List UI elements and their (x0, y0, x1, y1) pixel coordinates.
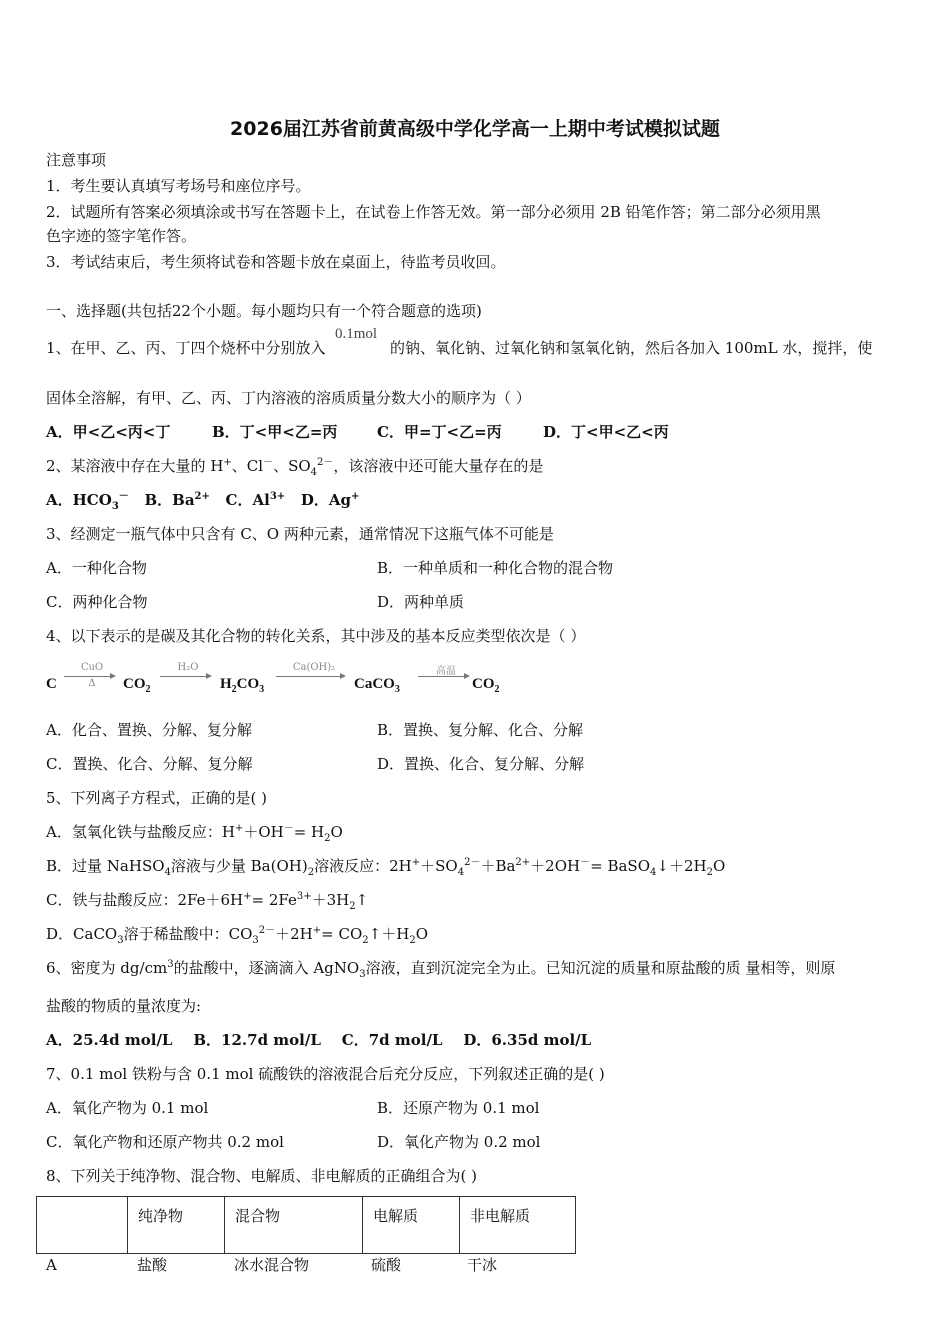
text-run: ＋2H (275, 925, 313, 943)
superscript: － (580, 857, 591, 868)
text-run: 溶液，直到沉淀完全为止。已知沉淀的质量和原盐酸的质 量相等，则原 (365, 959, 836, 977)
arrow-condition: H₂O (177, 662, 199, 673)
table-header-cell: 混合物 (225, 1197, 363, 1254)
subscript: 3 (259, 684, 265, 695)
subscript: 2 (231, 684, 237, 695)
q7-option-d: D．氧化产物为 0.2 mol (377, 1133, 541, 1151)
subscript: 2 (706, 867, 713, 878)
q3-option-a: A．一种化合物 (46, 559, 147, 577)
notice-item: 色字迹的签字笔作答。 (46, 227, 197, 245)
q1-option-d: D．丁<甲<乙<丙 (543, 423, 669, 441)
text-run: 、SO (273, 457, 311, 475)
subscript: 3 (117, 935, 124, 946)
q8-table (36, 1196, 576, 1254)
text-run: CO (123, 676, 146, 692)
q3-option-b: B．一种单质和一种化合物的混合物 (377, 559, 614, 577)
chain-species (472, 676, 500, 693)
text-run: = CO (321, 925, 363, 943)
q2-stem (46, 456, 543, 476)
q1-option-a: A．甲<乙<丙<丁 (46, 423, 171, 441)
subscript: 4 (164, 867, 171, 878)
subscript: 2 (349, 901, 356, 912)
q2-options (46, 490, 359, 510)
q7-option-c: C．氧化产物和还原产物共 0.2 mol (46, 1133, 284, 1151)
text-run: 溶液反应：2H (314, 857, 412, 875)
chain-species (46, 676, 57, 693)
text-run: 溶液与少量 Ba(OH) (170, 857, 308, 875)
notice-item: 1．考生要认真填写考场号和座位序号。 (46, 177, 311, 195)
text-run: ↑ (355, 891, 369, 909)
table-cell: 冰水混合物 (234, 1256, 310, 1274)
text-run: 的盐酸中，逐滴滴入 AgNO (173, 959, 360, 977)
text-run: B．过量 NaHSO (46, 857, 165, 875)
q3-option-c: C．两种化合物 (46, 593, 148, 611)
table-header-cell: 电解质 (363, 1197, 460, 1254)
q7-stem: 7、0.1 mol 铁粉与含 0.1 mol 硫酸铁的溶液混合后充分反应，下列叙述正确的是( ) (46, 1065, 605, 1083)
text-run: O (712, 857, 726, 875)
subscript: 3 (394, 684, 400, 695)
q5-option-b (46, 856, 725, 876)
superscript: + (234, 823, 244, 834)
arrow-condition: CuO (80, 662, 104, 673)
text-run: D．CaCO (46, 925, 118, 943)
text-run: CO (472, 676, 495, 692)
reaction-arrow (60, 662, 120, 698)
subscript: 2 (409, 935, 416, 946)
table-cell: 硫酸 (371, 1256, 402, 1274)
q3-stem: 3、经测定一瓶气体中只含有 C、O 两种元素，通常情况下这瓶气体不可能是 (46, 525, 554, 543)
subscript: 4 (650, 867, 657, 878)
subscript: 3 (252, 935, 259, 946)
q5-option-a (46, 822, 343, 842)
text-run: ＋OH (243, 823, 284, 841)
text-run: H (220, 676, 232, 692)
table-header-cell (37, 1197, 128, 1254)
subscript: 4 (310, 467, 318, 478)
q4-option-a: A．化合、置换、分解、复分解 (46, 721, 252, 739)
text-run: C (46, 676, 57, 692)
superscript: － (118, 491, 129, 502)
q1-stem-line2: 固体全溶解，有甲、乙、丙、丁内溶液的溶质质量分数大小的顺序为（ ） (46, 389, 531, 407)
text-run: 溶于稀盐酸中：CO (123, 925, 253, 943)
text-run: A．氢氧化铁与盐酸反应：H (46, 823, 235, 841)
text-run: = 2Fe (251, 891, 297, 909)
text-run: B．Ba (128, 491, 195, 509)
subscript: 2 (307, 867, 315, 878)
q7-option-a: A．氧化产物为 0.1 mol (46, 1099, 209, 1117)
text-run: D．Ag (285, 491, 351, 509)
subscript: 2 (494, 684, 500, 695)
q4-option-b: B．置换、复分解、化合、分解 (377, 721, 584, 739)
page-title: 2026届江苏省前黄高级中学化学高一上期中考试模拟试题 (230, 118, 720, 140)
text-run: C．Al (209, 491, 270, 509)
q5-stem: 5、下列离子方程式，正确的是( ) (46, 789, 268, 807)
table-cell: 盐酸 (137, 1256, 168, 1274)
arrow-condition: 高温 (436, 666, 456, 677)
subscript: 2 (362, 935, 369, 946)
q1-stem-part1: 1、在甲、乙、丙、丁四个烧杯中分别放入 (46, 339, 326, 357)
text-run: = H (293, 823, 325, 841)
text-run: ＋Ba (480, 857, 516, 875)
arrow-condition: Ca(OH)₂ (292, 662, 336, 673)
superscript: 2+ (515, 857, 531, 868)
superscript: + (312, 925, 322, 936)
superscript: － (283, 823, 294, 834)
reaction-arrow (414, 662, 474, 698)
subscript: 3 (359, 969, 366, 980)
superscript: 3 (167, 959, 174, 970)
notice-item: 3．考试结束后，考生须将试卷和答题卡放在桌面上，待监考员收回。 (46, 253, 506, 271)
superscript: + (243, 891, 252, 902)
q7-option-b: B．还原产物为 0.1 mol (377, 1099, 540, 1117)
table-header-cell: 非电解质 (460, 1197, 576, 1254)
text-run: 、Cl (231, 457, 264, 475)
reaction-arrow (156, 662, 216, 698)
q5-option-c (46, 890, 368, 910)
q1-stem-part2: 的钠、氧化钠、过氧化钠和氢氧化钠，然后各加入 100mL 水，搅拌，使 (390, 339, 873, 357)
superscript: + (411, 857, 421, 868)
chain-species (123, 676, 151, 693)
superscript: 2+ (194, 491, 210, 502)
q4-option-c: C．置换、化合、分解、复分解 (46, 755, 253, 773)
text-run: CaCO (354, 676, 395, 692)
text-run: ↑＋H (368, 925, 410, 943)
text-run: O (330, 823, 343, 841)
notice-heading: 注意事项 (46, 151, 107, 169)
q6-stem (46, 958, 835, 978)
text-run: ，该溶液中还可能大量存在的是 (333, 457, 544, 475)
q4-stem: 4、以下表示的是碳及其化合物的转化关系，其中涉及的基本反应类型依次是（ ） (46, 627, 586, 645)
table-header-row (37, 1197, 576, 1254)
subscript: 2 (324, 833, 331, 844)
q1-mol-value: 0.1mol (335, 326, 378, 342)
reaction-arrow (272, 662, 352, 698)
q4-reaction-chain (46, 662, 566, 702)
subscript: 3 (111, 501, 119, 512)
text-run: CO (236, 676, 260, 692)
notice-item: 2．试题所有答案必须填涂或书写在答题卡上，在试卷上作答无效。第一部分必须用 2B 铅笔作答；第二部分必须用黑 (46, 203, 821, 221)
text-run: 6、密度为 dg/cm (46, 959, 168, 977)
text-run: A．HCO (46, 491, 112, 509)
superscript: 2－ (258, 925, 276, 936)
text-run: O (415, 925, 428, 943)
text-run: ＋SO (420, 857, 458, 875)
section-heading: 一、选择题(共包括22个小题。每小题均只有一个符合题意的选项) (46, 302, 482, 320)
subscript: 4 (457, 867, 465, 878)
table-cell: A (46, 1256, 57, 1274)
arrow-condition: Δ (88, 678, 96, 689)
table-header-cell: 纯净物 (128, 1197, 225, 1254)
q6-options: A．25.4d mol/L B．12.7d mol/L C．7d mol/L D．6.35d mol/L (46, 1031, 592, 1049)
q6-stem-line2: 盐酸的物质的量浓度为: (46, 997, 202, 1015)
chain-species (220, 676, 264, 693)
chain-species (354, 676, 400, 693)
text-run: ↓＋2H (656, 857, 707, 875)
text-run: C．铁与盐酸反应：2Fe＋6H (46, 891, 244, 909)
q3-option-d: D．两种单质 (377, 593, 465, 611)
text-run: = BaSO (590, 857, 650, 875)
superscript: 3+ (269, 491, 286, 502)
superscript: + (223, 457, 232, 468)
superscript: 3+ (296, 891, 312, 902)
superscript: 2－ (317, 457, 334, 468)
superscript: － (263, 457, 274, 468)
text-run: ＋2OH (530, 857, 581, 875)
superscript: 2－ (464, 857, 481, 868)
subscript: 2 (145, 684, 151, 695)
text-run: 2、某溶液中存在大量的 H (46, 457, 224, 475)
q5-option-d (46, 924, 428, 944)
q4-option-d: D．置换、化合、复分解、分解 (377, 755, 585, 773)
text-run: ＋3H (311, 891, 350, 909)
q8-stem: 8、下列关于纯净物、混合物、电解质、非电解质的正确组合为( ) (46, 1167, 478, 1185)
q1-option-b: B．丁<甲<乙=丙 (212, 423, 338, 441)
q1-option-c: C．甲=丁<乙=丙 (377, 423, 502, 441)
table-cell: 干冰 (467, 1256, 498, 1274)
superscript: + (351, 491, 360, 502)
